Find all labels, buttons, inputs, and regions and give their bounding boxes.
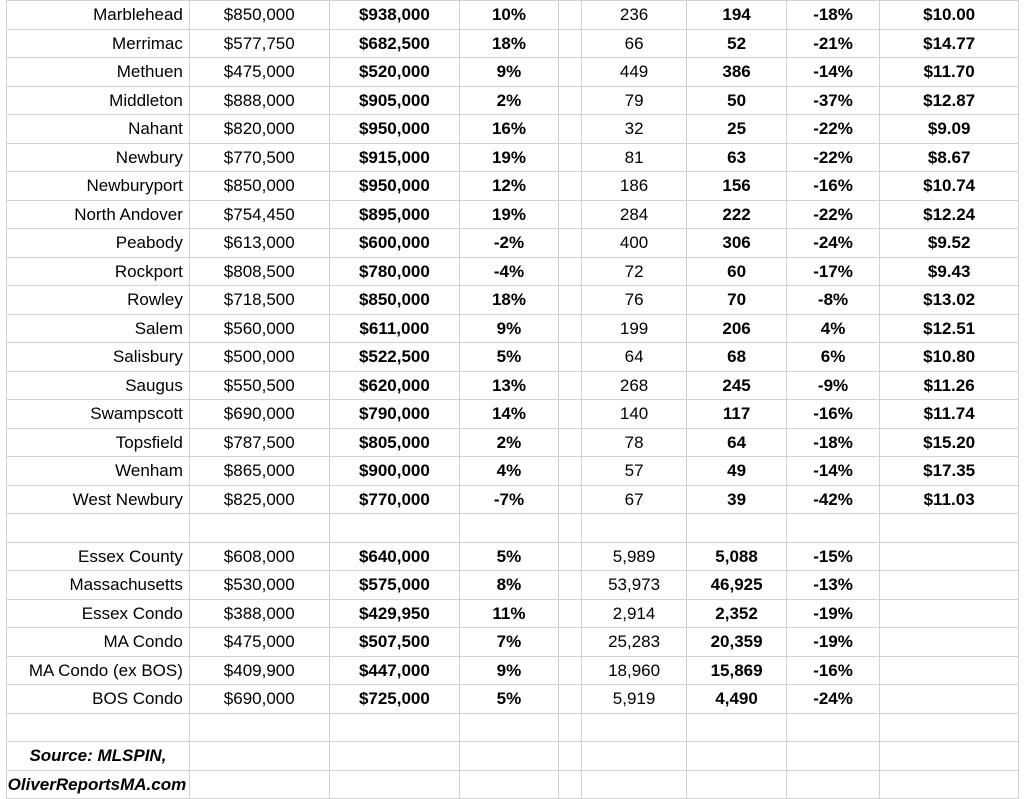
cell-price-change[interactable] [460,713,558,742]
cell-sales-change[interactable] [786,514,879,543]
cell-price-current[interactable]: $850,000 [329,286,460,315]
cell-spacer[interactable] [558,457,581,486]
cell-empty[interactable] [189,770,329,799]
cell-price-change[interactable]: 11% [460,599,558,628]
cell-sales-current[interactable]: 2,352 [687,599,786,628]
table-row [7,542,1019,571]
table-row [7,457,1019,486]
cell-sales-current[interactable]: 25 [687,115,786,144]
cell-empty[interactable] [581,742,687,771]
cell-town[interactable]: West Newbury [7,485,190,514]
table-row [7,485,1019,514]
cell-months-supply[interactable] [880,713,1019,742]
cell-town[interactable]: Marblehead [7,1,190,30]
cell-empty[interactable] [460,770,558,799]
cell-sales-change[interactable]: -24% [786,229,879,258]
cell-sales-prior[interactable]: 5,989 [581,542,687,571]
cell-price-change[interactable]: 13% [460,371,558,400]
cell-spacer[interactable] [558,571,581,600]
cell-town[interactable]: Nahant [7,115,190,144]
cell-empty[interactable] [687,742,786,771]
cell-town[interactable]: Newburyport [7,172,190,201]
cell-sales-current[interactable]: 4,490 [687,685,786,714]
cell-sales-current[interactable]: 50 [687,86,786,115]
cell-town[interactable]: Peabody [7,229,190,258]
cell-spacer[interactable] [558,172,581,201]
cell-price-change[interactable]: 9% [460,58,558,87]
source-note: OliverReportsMA.com [7,770,190,799]
cell-price-change[interactable]: 5% [460,685,558,714]
cell-price-current[interactable]: $790,000 [329,400,460,429]
table-row [7,685,1019,714]
cell-town[interactable]: MA Condo [7,628,190,657]
cell-empty[interactable] [558,742,581,771]
cell-price-change[interactable]: 10% [460,1,558,30]
cell-price-prior[interactable]: $550,500 [189,371,329,400]
cell-months-supply[interactable]: $17.35 [880,457,1019,486]
cell-sales-change[interactable]: -18% [786,428,879,457]
cell-sales-change[interactable]: -13% [786,571,879,600]
cell-sales-change[interactable]: -22% [786,115,879,144]
cell-price-current[interactable] [329,514,460,543]
cell-empty[interactable] [880,770,1019,799]
cell-town[interactable]: Salisbury [7,343,190,372]
cell-sales-prior[interactable]: 449 [581,58,687,87]
table-row [7,713,1019,742]
cell-sales-prior[interactable]: 53,973 [581,571,687,600]
cell-price-change[interactable]: -7% [460,485,558,514]
cell-spacer[interactable] [558,1,581,30]
cell-sales-current[interactable]: 70 [687,286,786,315]
cell-spacer[interactable] [558,685,581,714]
cell-price-prior[interactable]: $825,000 [189,485,329,514]
cell-price-prior[interactable]: $865,000 [189,457,329,486]
cell-empty[interactable] [460,742,558,771]
cell-sales-current[interactable]: 5,088 [687,542,786,571]
cell-price-current[interactable]: $447,000 [329,656,460,685]
cell-price-change[interactable]: 4% [460,457,558,486]
cell-sales-prior[interactable]: 25,283 [581,628,687,657]
cell-spacer[interactable] [558,485,581,514]
table-body [7,1,1019,799]
cell-sales-current[interactable]: 245 [687,371,786,400]
table-row [7,314,1019,343]
table-row [7,514,1019,543]
cell-sales-prior[interactable]: 79 [581,86,687,115]
cell-sales-prior[interactable]: 66 [581,29,687,58]
cell-sales-change[interactable]: -16% [786,656,879,685]
cell-months-supply[interactable] [880,685,1019,714]
cell-town[interactable]: BOS Condo [7,685,190,714]
cell-sales-prior[interactable]: 72 [581,257,687,286]
cell-sales-prior[interactable]: 199 [581,314,687,343]
cell-price-current[interactable]: $915,000 [329,143,460,172]
cell-price-prior[interactable]: $888,000 [189,86,329,115]
cell-sales-prior[interactable]: 32 [581,115,687,144]
cell-months-supply[interactable] [880,599,1019,628]
cell-price-current[interactable]: $950,000 [329,172,460,201]
source-row [7,742,1019,771]
cell-sales-prior[interactable]: 67 [581,485,687,514]
cell-sales-change[interactable]: -18% [786,1,879,30]
cell-sales-change[interactable]: -15% [786,542,879,571]
cell-price-prior[interactable]: $850,000 [189,172,329,201]
cell-sales-change[interactable]: -16% [786,400,879,429]
cell-sales-current[interactable]: 15,869 [687,656,786,685]
market-data-table [6,0,1019,799]
cell-sales-change[interactable]: -22% [786,143,879,172]
table-row [7,343,1019,372]
cell-months-supply[interactable]: $15.20 [880,428,1019,457]
cell-price-current[interactable]: $522,500 [329,343,460,372]
cell-sales-current[interactable]: 222 [687,200,786,229]
cell-price-prior[interactable]: $718,500 [189,286,329,315]
cell-sales-prior[interactable]: 2,914 [581,599,687,628]
cell-sales-change[interactable]: -24% [786,685,879,714]
cell-sales-prior[interactable]: 64 [581,343,687,372]
cell-sales-prior[interactable]: 76 [581,286,687,315]
cell-spacer[interactable] [558,713,581,742]
cell-town[interactable]: Saugus [7,371,190,400]
cell-sales-prior[interactable]: 78 [581,428,687,457]
table-row [7,143,1019,172]
cell-town[interactable] [7,713,190,742]
table-row [7,599,1019,628]
cell-spacer[interactable] [558,286,581,315]
table-row [7,86,1019,115]
cell-sales-change[interactable]: -9% [786,371,879,400]
cell-price-change[interactable]: 7% [460,628,558,657]
cell-sales-prior[interactable]: 18,960 [581,656,687,685]
cell-sales-current[interactable]: 46,925 [687,571,786,600]
cell-price-current[interactable]: $520,000 [329,58,460,87]
cell-spacer[interactable] [558,257,581,286]
cell-months-supply[interactable] [880,514,1019,543]
cell-price-change[interactable]: -2% [460,229,558,258]
cell-sales-current[interactable]: 68 [687,343,786,372]
cell-months-supply[interactable]: $12.51 [880,314,1019,343]
cell-sales-change[interactable] [786,713,879,742]
cell-sales-change[interactable]: -19% [786,599,879,628]
cell-price-current[interactable]: $640,000 [329,542,460,571]
cell-price-change[interactable]: 5% [460,343,558,372]
cell-spacer[interactable] [558,428,581,457]
cell-spacer[interactable] [558,514,581,543]
cell-sales-prior[interactable]: 5,919 [581,685,687,714]
cell-price-prior[interactable]: $690,000 [189,400,329,429]
cell-price-current[interactable]: $429,950 [329,599,460,628]
cell-sales-prior[interactable]: 268 [581,371,687,400]
cell-sales-current[interactable]: 206 [687,314,786,343]
cell-price-current[interactable]: $805,000 [329,428,460,457]
cell-empty[interactable] [581,770,687,799]
cell-empty[interactable] [786,742,879,771]
cell-sales-current[interactable]: 52 [687,29,786,58]
cell-price-change[interactable]: 16% [460,115,558,144]
cell-sales-current[interactable]: 64 [687,428,786,457]
cell-sales-current[interactable]: 386 [687,58,786,87]
table-row [7,400,1019,429]
cell-sales-current[interactable]: 306 [687,229,786,258]
cell-spacer[interactable] [558,343,581,372]
cell-town[interactable]: Merrimac [7,29,190,58]
cell-price-change[interactable]: 5% [460,542,558,571]
cell-price-current[interactable] [329,713,460,742]
cell-price-prior[interactable]: $613,000 [189,229,329,258]
cell-sales-change[interactable]: -16% [786,172,879,201]
cell-sales-prior[interactable]: 57 [581,457,687,486]
cell-price-prior[interactable]: $500,000 [189,343,329,372]
cell-price-current[interactable]: $938,000 [329,1,460,30]
cell-spacer[interactable] [558,200,581,229]
cell-town[interactable]: Salem [7,314,190,343]
cell-sales-change[interactable]: 4% [786,314,879,343]
cell-spacer[interactable] [558,542,581,571]
cell-town[interactable]: Essex Condo [7,599,190,628]
cell-sales-prior[interactable]: 400 [581,229,687,258]
cell-sales-current[interactable] [687,713,786,742]
cell-town[interactable]: Rowley [7,286,190,315]
cell-price-current[interactable]: $900,000 [329,457,460,486]
cell-sales-current[interactable]: 60 [687,257,786,286]
cell-spacer[interactable] [558,628,581,657]
cell-empty[interactable] [687,770,786,799]
cell-price-change[interactable]: 19% [460,200,558,229]
table-row [7,172,1019,201]
cell-town[interactable]: Middleton [7,86,190,115]
cell-months-supply[interactable]: $11.03 [880,485,1019,514]
table-row [7,286,1019,315]
cell-price-prior[interactable]: $475,000 [189,628,329,657]
cell-sales-change[interactable]: -37% [786,86,879,115]
cell-price-current[interactable]: $950,000 [329,115,460,144]
cell-empty[interactable] [786,770,879,799]
cell-months-supply[interactable]: $14.77 [880,29,1019,58]
cell-months-supply[interactable]: $11.70 [880,58,1019,87]
table-row [7,371,1019,400]
cell-price-prior[interactable]: $577,750 [189,29,329,58]
cell-price-change[interactable]: 9% [460,656,558,685]
cell-sales-prior[interactable] [581,514,687,543]
cell-price-current[interactable]: $780,000 [329,257,460,286]
cell-price-current[interactable]: $770,000 [329,485,460,514]
cell-sales-change[interactable]: -19% [786,628,879,657]
cell-months-supply[interactable]: $9.09 [880,115,1019,144]
cell-sales-current[interactable]: 39 [687,485,786,514]
cell-price-current[interactable]: $575,000 [329,571,460,600]
cell-price-current[interactable]: $611,000 [329,314,460,343]
cell-months-supply[interactable]: $12.87 [880,86,1019,115]
cell-sales-prior[interactable] [581,713,687,742]
cell-spacer[interactable] [558,400,581,429]
cell-months-supply[interactable]: $10.74 [880,172,1019,201]
cell-price-prior[interactable]: $787,500 [189,428,329,457]
cell-price-current[interactable]: $620,000 [329,371,460,400]
cell-town[interactable]: Essex County [7,542,190,571]
cell-spacer[interactable] [558,143,581,172]
cell-price-prior[interactable]: $808,500 [189,257,329,286]
cell-town[interactable]: Massachusetts [7,571,190,600]
cell-town[interactable]: Methuen [7,58,190,87]
cell-price-prior[interactable]: $820,000 [189,115,329,144]
cell-sales-change[interactable]: -21% [786,29,879,58]
cell-price-prior[interactable]: $475,000 [189,58,329,87]
cell-town[interactable]: Newbury [7,143,190,172]
cell-price-change[interactable]: 9% [460,314,558,343]
cell-town[interactable]: Rockport [7,257,190,286]
cell-months-supply[interactable]: $8.67 [880,143,1019,172]
cell-sales-current[interactable]: 20,359 [687,628,786,657]
cell-town[interactable]: Swampscott [7,400,190,429]
cell-price-change[interactable]: 19% [460,143,558,172]
cell-sales-change[interactable]: -17% [786,257,879,286]
table-row [7,229,1019,258]
cell-empty[interactable] [880,742,1019,771]
cell-price-prior[interactable]: $560,000 [189,314,329,343]
cell-price-prior[interactable]: $530,000 [189,571,329,600]
cell-sales-change[interactable]: -14% [786,58,879,87]
cell-price-change[interactable]: 14% [460,400,558,429]
cell-price-current[interactable]: $507,500 [329,628,460,657]
cell-spacer[interactable] [558,29,581,58]
cell-sales-current[interactable]: 194 [687,1,786,30]
cell-months-supply[interactable] [880,656,1019,685]
cell-months-supply[interactable]: $11.74 [880,400,1019,429]
cell-sales-prior[interactable]: 284 [581,200,687,229]
cell-spacer[interactable] [558,58,581,87]
cell-months-supply[interactable]: $10.80 [880,343,1019,372]
cell-price-change[interactable]: 12% [460,172,558,201]
cell-price-prior[interactable] [189,713,329,742]
cell-sales-prior[interactable]: 81 [581,143,687,172]
cell-empty[interactable] [329,742,460,771]
cell-months-supply[interactable]: $10.00 [880,1,1019,30]
cell-price-prior[interactable]: $850,000 [189,1,329,30]
table-row [7,428,1019,457]
cell-sales-current[interactable] [687,514,786,543]
table-row [7,571,1019,600]
cell-months-supply[interactable] [880,542,1019,571]
cell-price-prior[interactable]: $388,000 [189,599,329,628]
cell-price-prior[interactable]: $608,000 [189,542,329,571]
cell-sales-change[interactable]: 6% [786,343,879,372]
cell-spacer[interactable] [558,656,581,685]
cell-price-change[interactable]: -4% [460,257,558,286]
cell-months-supply[interactable] [880,628,1019,657]
table-row [7,628,1019,657]
table-row [7,29,1019,58]
cell-sales-current[interactable]: 49 [687,457,786,486]
cell-empty[interactable] [189,742,329,771]
table-row [7,200,1019,229]
cell-sales-change[interactable]: -22% [786,200,879,229]
cell-sales-current[interactable]: 156 [687,172,786,201]
cell-sales-prior[interactable]: 186 [581,172,687,201]
cell-price-prior[interactable]: $770,500 [189,143,329,172]
cell-town[interactable]: MA Condo (ex BOS) [7,656,190,685]
cell-price-change[interactable]: 2% [460,86,558,115]
table-row [7,58,1019,87]
cell-empty[interactable] [558,770,581,799]
table-row [7,1,1019,30]
cell-sales-change[interactable]: -42% [786,485,879,514]
cell-price-prior[interactable] [189,514,329,543]
cell-months-supply[interactable]: $11.26 [880,371,1019,400]
cell-sales-change[interactable]: -8% [786,286,879,315]
table-row [7,257,1019,286]
cell-price-current[interactable]: $682,500 [329,29,460,58]
cell-spacer[interactable] [558,86,581,115]
cell-price-current[interactable]: $895,000 [329,200,460,229]
cell-months-supply[interactable]: $13.02 [880,286,1019,315]
cell-price-current[interactable]: $905,000 [329,86,460,115]
cell-months-supply[interactable]: $9.43 [880,257,1019,286]
cell-sales-current[interactable]: 63 [687,143,786,172]
cell-empty[interactable] [329,770,460,799]
cell-spacer[interactable] [558,599,581,628]
cell-price-prior[interactable]: $409,900 [189,656,329,685]
cell-town[interactable]: Topsfield [7,428,190,457]
cell-price-current[interactable]: $600,000 [329,229,460,258]
cell-months-supply[interactable]: $12.24 [880,200,1019,229]
cell-months-supply[interactable] [880,571,1019,600]
cell-spacer[interactable] [558,229,581,258]
cell-price-prior[interactable]: $690,000 [189,685,329,714]
cell-sales-change[interactable]: -14% [786,457,879,486]
cell-sales-current[interactable]: 117 [687,400,786,429]
cell-price-change[interactable]: 2% [460,428,558,457]
cell-spacer[interactable] [558,371,581,400]
cell-months-supply[interactable]: $9.52 [880,229,1019,258]
source-note: Source: MLSPIN, [7,742,190,771]
cell-price-change[interactable]: 18% [460,29,558,58]
table-row [7,656,1019,685]
cell-sales-prior[interactable]: 140 [581,400,687,429]
source-row [7,770,1019,799]
cell-price-change[interactable] [460,514,558,543]
table-row [7,115,1019,144]
cell-spacer[interactable] [558,314,581,343]
cell-price-change[interactable]: 18% [460,286,558,315]
cell-spacer[interactable] [558,115,581,144]
cell-price-prior[interactable]: $754,450 [189,200,329,229]
cell-price-change[interactable]: 8% [460,571,558,600]
cell-sales-prior[interactable]: 236 [581,1,687,30]
cell-price-current[interactable]: $725,000 [329,685,460,714]
cell-town[interactable]: North Andover [7,200,190,229]
cell-town[interactable] [7,514,190,543]
cell-town[interactable]: Wenham [7,457,190,486]
